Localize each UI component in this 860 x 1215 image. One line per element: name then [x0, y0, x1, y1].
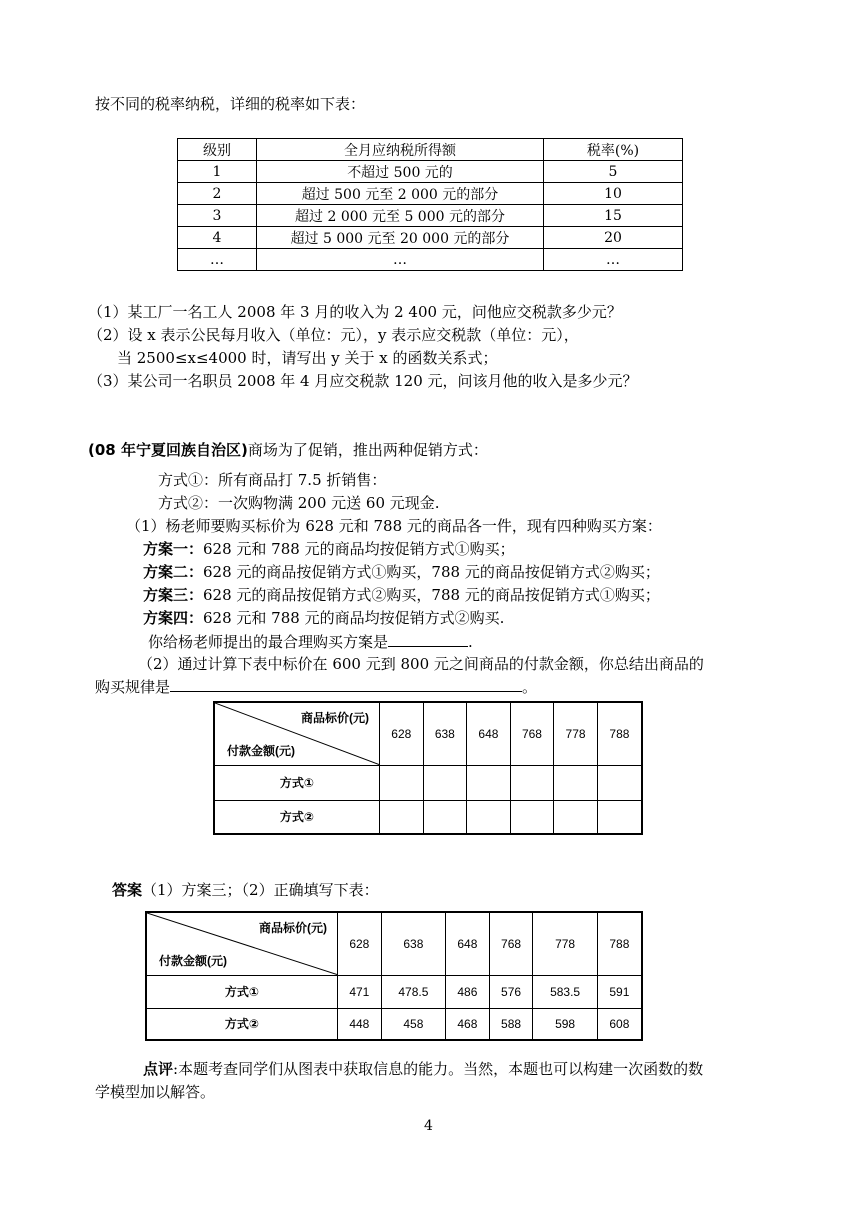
- table-cell: …: [178, 249, 257, 271]
- problem-source: (08 年宁夏回族自治区): [88, 441, 248, 459]
- header-top-label: 商品标价(元): [301, 711, 369, 725]
- table-cell: 20: [544, 227, 683, 249]
- table-row: [178, 205, 683, 227]
- table-cell: 不超过 500 元的: [257, 161, 544, 183]
- header-cell: 全月应纳税所得额: [257, 139, 544, 161]
- promo-method-1: 方式①：所有商品打 7.5 折销售：: [158, 471, 387, 489]
- rule-blank[interactable]: [170, 676, 522, 692]
- header-cell: 级别: [178, 139, 257, 161]
- value-cell: 468: [446, 1008, 490, 1040]
- plan-2: [143, 562, 660, 582]
- table-cell: 10: [544, 183, 683, 205]
- plan-text: 628 元和 788 元的商品均按促销方式①购买；: [203, 540, 515, 558]
- table-cell: 超过 2 000 元至 5 000 元的部分: [257, 205, 544, 227]
- page-number: 4: [424, 1118, 433, 1134]
- value-cell: 576: [489, 975, 533, 1008]
- price-header-cell: 778: [554, 702, 598, 765]
- question-2-line-1: （2）设 x 表示公民每月收入（单位：元），y 表示应交税款（单位：元），: [88, 326, 579, 344]
- table-cell: 1: [178, 161, 257, 183]
- answer-text: （1）方案三；（2）正确填写下表：: [142, 881, 379, 899]
- table-cell: …: [257, 249, 544, 271]
- row-label-cell: 方式②: [146, 1008, 338, 1040]
- diagonal-header-cell: [146, 912, 338, 975]
- plan-label: 方案一：: [143, 540, 204, 558]
- diagonal-header-cell: [214, 702, 380, 765]
- empty-cell[interactable]: [554, 800, 598, 834]
- plan-1: [143, 539, 515, 559]
- empty-cell[interactable]: [380, 765, 424, 800]
- table-cell: 3: [178, 205, 257, 227]
- table-row: [178, 249, 683, 271]
- tax-rate-table: [177, 138, 683, 271]
- empty-cell[interactable]: [510, 765, 554, 800]
- value-cell: 591: [597, 975, 642, 1008]
- problem-2-question-1: （1）杨老师要购买标价为 628 元和 788 元的商品各一件，现有四种购买方案：: [126, 517, 662, 535]
- table-cell: 5: [544, 161, 683, 183]
- value-cell: 458: [381, 1008, 445, 1040]
- empty-cell[interactable]: [467, 800, 511, 834]
- price-header-cell: 638: [423, 702, 467, 765]
- empty-cell[interactable]: [597, 765, 642, 800]
- value-cell: 608: [597, 1008, 642, 1040]
- plan-text: 628 元的商品按促销方式②购买，788 元的商品按促销方式①购买；: [203, 586, 660, 604]
- answer-prompt-end: .: [468, 633, 473, 651]
- table-cell: 15: [544, 205, 683, 227]
- question-3: （3）某公司一名职员 2008 年 4 月应交税款 120 元，问该月他的收入是多少元？: [88, 372, 638, 390]
- table-cell: 4: [178, 227, 257, 249]
- row-label-cell: 方式①: [146, 975, 338, 1008]
- empty-cell[interactable]: [423, 800, 467, 834]
- empty-cell[interactable]: [554, 765, 598, 800]
- table-row: [214, 765, 642, 800]
- plan-text: 628 元和 788 元的商品均按促销方式②购买.: [203, 609, 505, 627]
- problem-2-question-2-line-1: （2）通过计算下表中标价在 600 元到 800 元之间商品的付款金额，你总结出商品的: [138, 655, 704, 673]
- question-2-line-2: 当 2500≤x≤4000 时，请写出 y 关于 x 的函数关系式；: [117, 349, 498, 367]
- table-cell: …: [544, 249, 683, 271]
- plan-label: 方案三：: [143, 586, 204, 604]
- rule-prompt-text: 购买规律是: [95, 678, 171, 696]
- table-cell: 超过 500 元至 2 000 元的部分: [257, 183, 544, 205]
- price-table: [213, 701, 643, 835]
- value-cell: 583.5: [533, 975, 597, 1008]
- comment-line-2: 学模型加以解答。: [95, 1083, 216, 1101]
- answer-table: [145, 911, 643, 1041]
- price-header-cell: 638: [381, 912, 445, 975]
- answer-prompt-text: 你给杨老师提出的最合理购买方案是: [148, 633, 389, 651]
- price-header-cell: 788: [597, 912, 642, 975]
- table-row: [178, 183, 683, 205]
- value-cell: 588: [489, 1008, 533, 1040]
- row-label-cell: 方式①: [214, 765, 380, 800]
- question-1: （1）某工厂一名工人 2008 年 3 月的收入为 2 400 元，问他应交税款多少元？: [88, 303, 622, 321]
- plan-label: 方案四：: [143, 609, 204, 627]
- comment-line-1: [143, 1059, 703, 1079]
- table-cell: 2: [178, 183, 257, 205]
- plan-4: [143, 608, 504, 628]
- empty-cell[interactable]: [423, 765, 467, 800]
- table-row: [178, 227, 683, 249]
- header-top-label: 商品标价(元): [259, 921, 327, 935]
- table-row: [146, 1008, 642, 1040]
- price-header-cell: 648: [467, 702, 511, 765]
- header-bottom-label: 付款金额(元): [159, 953, 227, 968]
- answer-prompt: [148, 631, 473, 652]
- header-bottom-label: 付款金额(元): [227, 743, 295, 758]
- value-cell: 478.5: [381, 975, 445, 1008]
- comment-text: :本题考查同学们从图表中获取信息的能力。当然，本题也可以构建一次函数的数: [173, 1060, 704, 1078]
- problem-intro: 商场为了促销，推出两种促销方式：: [247, 441, 488, 459]
- value-cell: 486: [446, 975, 490, 1008]
- value-cell: 471: [338, 975, 382, 1008]
- value-cell: 448: [338, 1008, 382, 1040]
- empty-cell[interactable]: [510, 800, 554, 834]
- problem-2-heading: [88, 440, 488, 460]
- table-row: [146, 975, 642, 1008]
- plan-label: 方案二：: [143, 563, 204, 581]
- intro-text: 按不同的税率纳税，详细的税率如下表：: [95, 95, 366, 113]
- price-header-cell: 768: [510, 702, 554, 765]
- promo-method-2: 方式②：一次购物满 200 元送 60 元现金.: [158, 494, 440, 512]
- price-header-cell: 768: [489, 912, 533, 975]
- table-header-row: [146, 912, 642, 975]
- answer-blank[interactable]: [388, 631, 468, 647]
- table-row: [178, 161, 683, 183]
- empty-cell[interactable]: [597, 800, 642, 834]
- header-cell: 税率(%): [544, 139, 683, 161]
- rule-prompt-end: 。: [522, 678, 538, 696]
- row-label-cell: 方式②: [214, 800, 380, 834]
- price-header-cell: 628: [380, 702, 424, 765]
- answer-line: [112, 880, 379, 900]
- table-header-row: [178, 139, 683, 161]
- answer-label: 答案: [112, 881, 143, 899]
- problem-2-question-2-line-2: [95, 676, 537, 697]
- price-header-cell: 778: [533, 912, 597, 975]
- empty-cell[interactable]: [380, 800, 424, 834]
- table-cell: 超过 5 000 元至 20 000 元的部分: [257, 227, 544, 249]
- plan-text: 628 元的商品按促销方式①购买，788 元的商品按促销方式②购买；: [203, 563, 660, 581]
- plan-3: [143, 585, 660, 605]
- price-header-cell: 648: [446, 912, 490, 975]
- empty-cell[interactable]: [467, 765, 511, 800]
- price-header-cell: 628: [338, 912, 382, 975]
- value-cell: 598: [533, 1008, 597, 1040]
- table-header-row: [214, 702, 642, 765]
- comment-label: 点评: [143, 1060, 174, 1078]
- price-header-cell: 788: [597, 702, 642, 765]
- table-row: [214, 800, 642, 834]
